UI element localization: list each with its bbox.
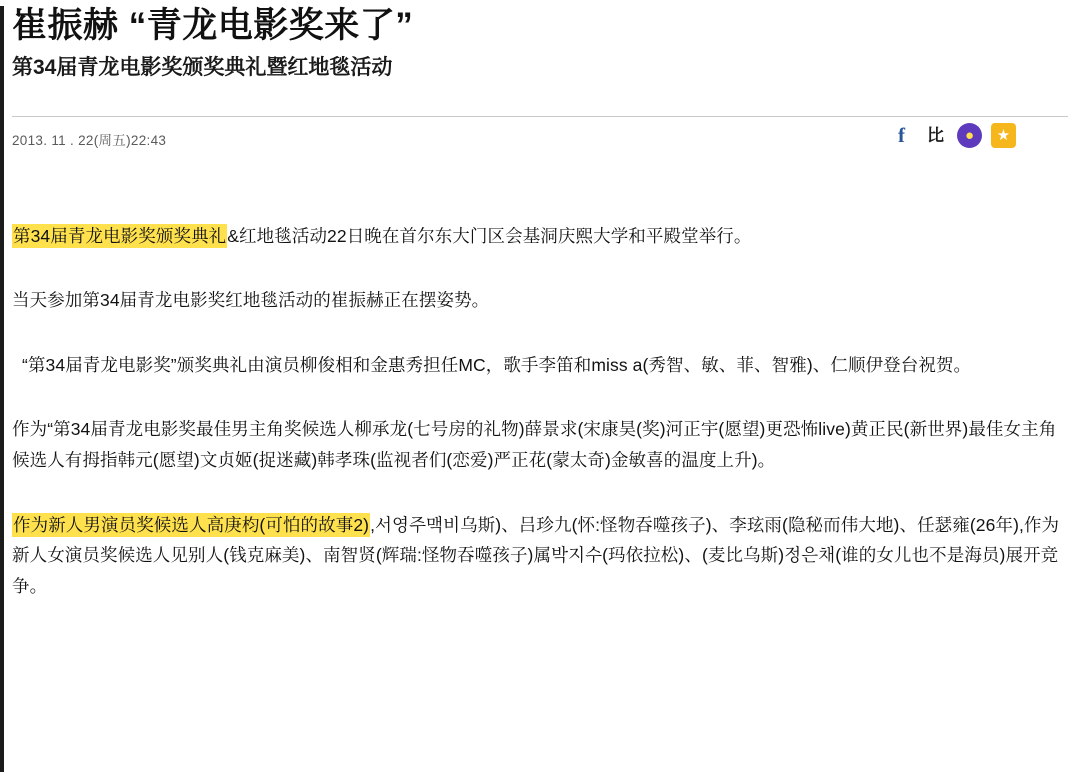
- article-page: [0, 6, 1080, 772]
- share-toolbar: [889, 123, 1016, 148]
- paragraph-rookie-rest: ,서영주맥비乌斯)、吕珍九(怀:怪物吞噬孩子)、李玹雨(隐秘而伟大地)、任瑟雍(26年),作为新人女演员奖候选人见别人(钱克麻美)、南智贤(辉瑞:怪物吞噬孩子)属박지수(玛依拉松)、(麦比乌斯)정은채(谁的女儿也不是海员)展开竞争。: [12, 514, 1060, 596]
- page-subtitle: 第34届青龙电影奖颁奖典礼暨红地毯活动: [12, 56, 393, 80]
- highlight-text-2: 作为新人男演员奖候选人高庚枃(可怕的故事2): [13, 514, 370, 535]
- article-meta-row: [12, 117, 1068, 163]
- facebook-icon[interactable]: f: [889, 123, 914, 148]
- favorite-star-icon[interactable]: ★: [991, 123, 1016, 148]
- paragraph-lead-rest: &红地毯活动22日晚在首尔东大门区会基洞庆熙大学和平殿堂举行。: [227, 225, 752, 246]
- paragraph-hosts: “第34届青龙电影奖”颁奖典礼由演员柳俊相和金惠秀担任MC，歌手李笛和miss a(秀智、敏、菲、智雅)、仁顺伊登台祝贺。: [22, 354, 972, 375]
- article-body: [12, 221, 1068, 602]
- paragraph-photo-caption: 当天参加第34届青龙电影奖红地毯活动的崔振赫正在摆姿势。: [12, 290, 490, 311]
- paragraph-rookie-nominees: [12, 510, 1068, 602]
- publish-timestamp: 2013. 11 . 22(周五)22:43: [12, 132, 167, 148]
- kakaotalk-icon[interactable]: ●: [957, 123, 982, 148]
- paragraph-lead: [12, 221, 1068, 252]
- compare-icon[interactable]: 比: [923, 123, 948, 148]
- left-border-rule: [0, 6, 4, 772]
- highlight-text-1: 第34届青龙电影奖颁奖典礼: [13, 225, 227, 246]
- paragraph-nominees-main: 作为“第34届青龙电影奖最佳男主角奖候选人柳承龙(七号房的礼物)薛景求(宋康昊(奖)河正宇(愿望)更恐怖live)黄正民(新世界)最佳女主角候选人有拇指韩元(愿望)文贞姬(捉迷藏)韩孝珠(监视者们(恋爱)严正花(蒙太奇)金敏喜的温度上升)。: [12, 419, 1057, 471]
- page-title: 崔振赫 “青龙电影奖来了”: [12, 6, 414, 45]
